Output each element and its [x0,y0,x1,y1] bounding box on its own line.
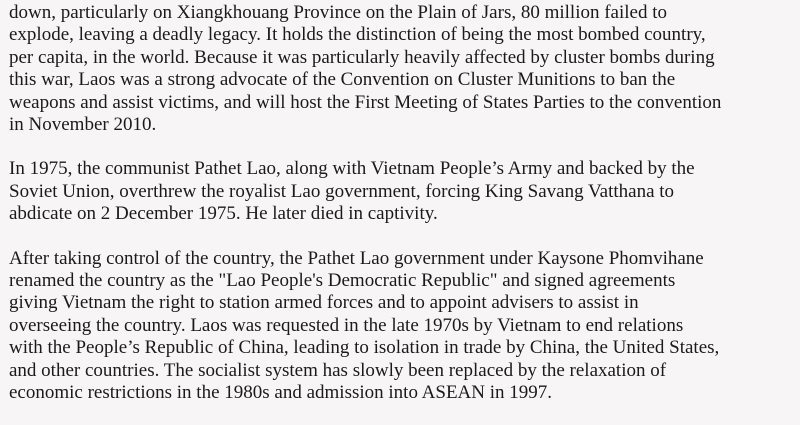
text-line: economic restrictions in the 1980s and admission into ASEAN in 1997. [9,382,553,404]
text-line: this war, Laos was a strong advocate of the Convention on Cluster Munitions to ban the [9,69,676,91]
text-line: overseeing the country. Laos was requested in the late 1970s by Vietnam to end relations [9,314,684,336]
text-line: per capita, in the world. Because it was particularly heavily affected by cluster bombs during [9,46,715,68]
paragraph-bombing-legacy [9,2,799,136]
text-line: and other countries. The socialist system has slowly been replaced by the relaxation of [9,359,667,381]
text-line: abdicate on 2 December 1975. He later died in captivity. [9,203,438,225]
text-line: with the People’s Republic of China, leading to isolation in trade by China, the United States, [9,337,720,359]
text-line: down, particularly on Xiangkhouang Province on the Plain of Jars, 80 million failed to [9,2,668,23]
paragraph-spacer [9,136,799,158]
text-line: After taking control of the country, the Pathet Lao government under Kaysone Phomvihane [9,247,704,269]
document-page [9,2,799,405]
text-line: In 1975, the communist Pathet Lao, along with Vietnam People’s Army and backed by the [9,158,695,180]
paragraph-pathet-lao-1975 [9,158,799,225]
text-line: in November 2010. [9,114,157,136]
paragraph-lao-pdr [9,248,799,405]
text-line: renamed the country as the "Lao People's Democratic Republic" and signed agreements [9,270,676,292]
paragraph-spacer [9,226,799,248]
text-line: Soviet Union, overthrew the royalist Lao government, forcing King Savang Vatthana to [9,180,675,202]
text-line: weapons and assist victims, and will host the First Meeting of States Parties to the convention [9,91,722,113]
text-line: explode, leaving a deadly legacy. It holds the distinction of being the most bombed country, [9,24,706,46]
text-line: giving Vietnam the right to station armed forces and to appoint advisers to assist in [9,292,639,314]
